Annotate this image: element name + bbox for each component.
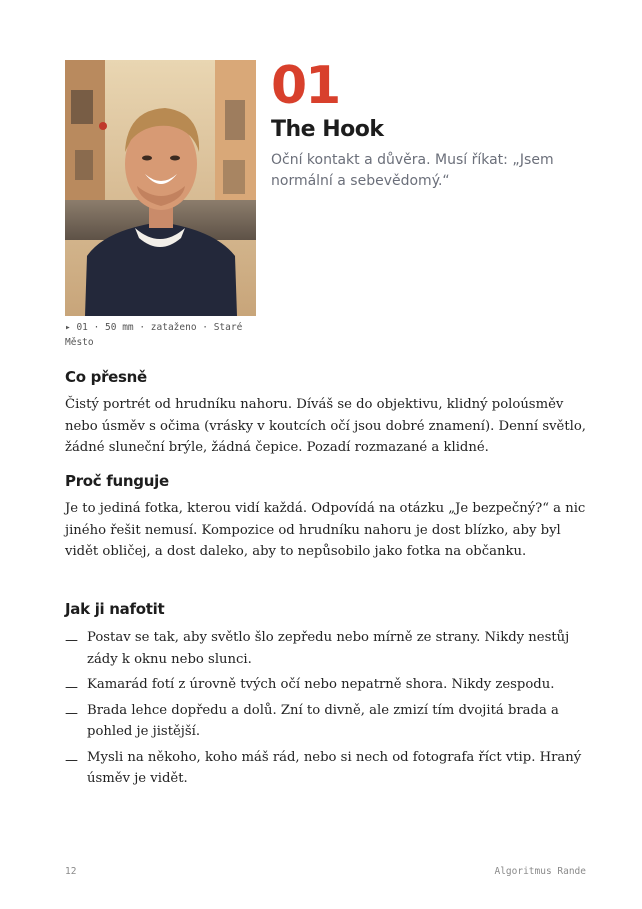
list-item — [65, 674, 590, 696]
list-item-text: Brada lehce dopředu a dolů. Zní to divně, ale zmizí tím dvojitá brada a pohled je jistější. — [87, 702, 559, 739]
list-item — [65, 747, 590, 790]
list-item — [65, 700, 590, 743]
chapter-number: 01 — [271, 56, 340, 116]
portrait-photo — [65, 60, 256, 316]
book-title: Algoritmus Rande — [494, 866, 586, 877]
section-why-it-works — [65, 471, 590, 563]
dash-bullet-icon: — — [65, 752, 78, 768]
page-number: 12 — [65, 866, 77, 877]
chapter-title: The Hook — [271, 117, 384, 142]
list-item-text: Mysli na někoho, koho máš rád, nebo si nech od fotografa říct vtip. Hraný úsměv je vidět. — [87, 749, 582, 786]
list-item-text: Kamarád fotí z úrovně tvých očí nebo nepatrně shora. Nikdy zespodu. — [87, 677, 555, 692]
section-what-exactly — [65, 367, 590, 459]
list-item-text: Postav se tak, aby světlo šlo zepředu nebo mírně ze strany. Nikdy nestůj zády k oknu nebo slunci. — [87, 630, 570, 667]
section-how-to-shoot — [65, 599, 590, 794]
section-text: Je to jediná fotka, kterou vidí každá. Odpovídá na otázku „Je bezpečný?“ a nic jiného řešit nemusí. Kompozice od hrudníku nahoru je dost blízko, aby byl vidět obličej, a dost daleko, aby to nepůsobilo jako fotka na občanku. — [65, 501, 586, 559]
photo-caption: ▸ 01 · 50 mm · zataženo · Staré Město — [65, 322, 243, 348]
chapter-header — [271, 58, 591, 192]
section-heading: Jak ji nafotit — [65, 600, 165, 618]
dash-bullet-icon: — — [65, 680, 78, 695]
section-heading: Proč funguje — [65, 472, 169, 490]
tips-list — [65, 627, 590, 790]
section-text: Čistý portrét od hrudníku nahoru. Díváš se do objektivu, klidný poloúsměv nebo úsměv s očima (vrásky v koutcích očí jsou dobré znamení). Denní světlo, žádné sluneční brýle, žádná čepice. Pozadí rozmazané a klidné. — [65, 397, 586, 455]
dash-bullet-icon: — — [65, 705, 78, 721]
dash-bullet-icon: — — [65, 633, 78, 648]
chapter-subtitle: Oční kontakt a důvěra. Musí říkat: „Jsem normální a sebevědomý.“ — [271, 152, 554, 189]
section-heading: Co přesně — [65, 368, 147, 386]
page-footer — [65, 866, 586, 877]
list-item — [65, 627, 590, 670]
